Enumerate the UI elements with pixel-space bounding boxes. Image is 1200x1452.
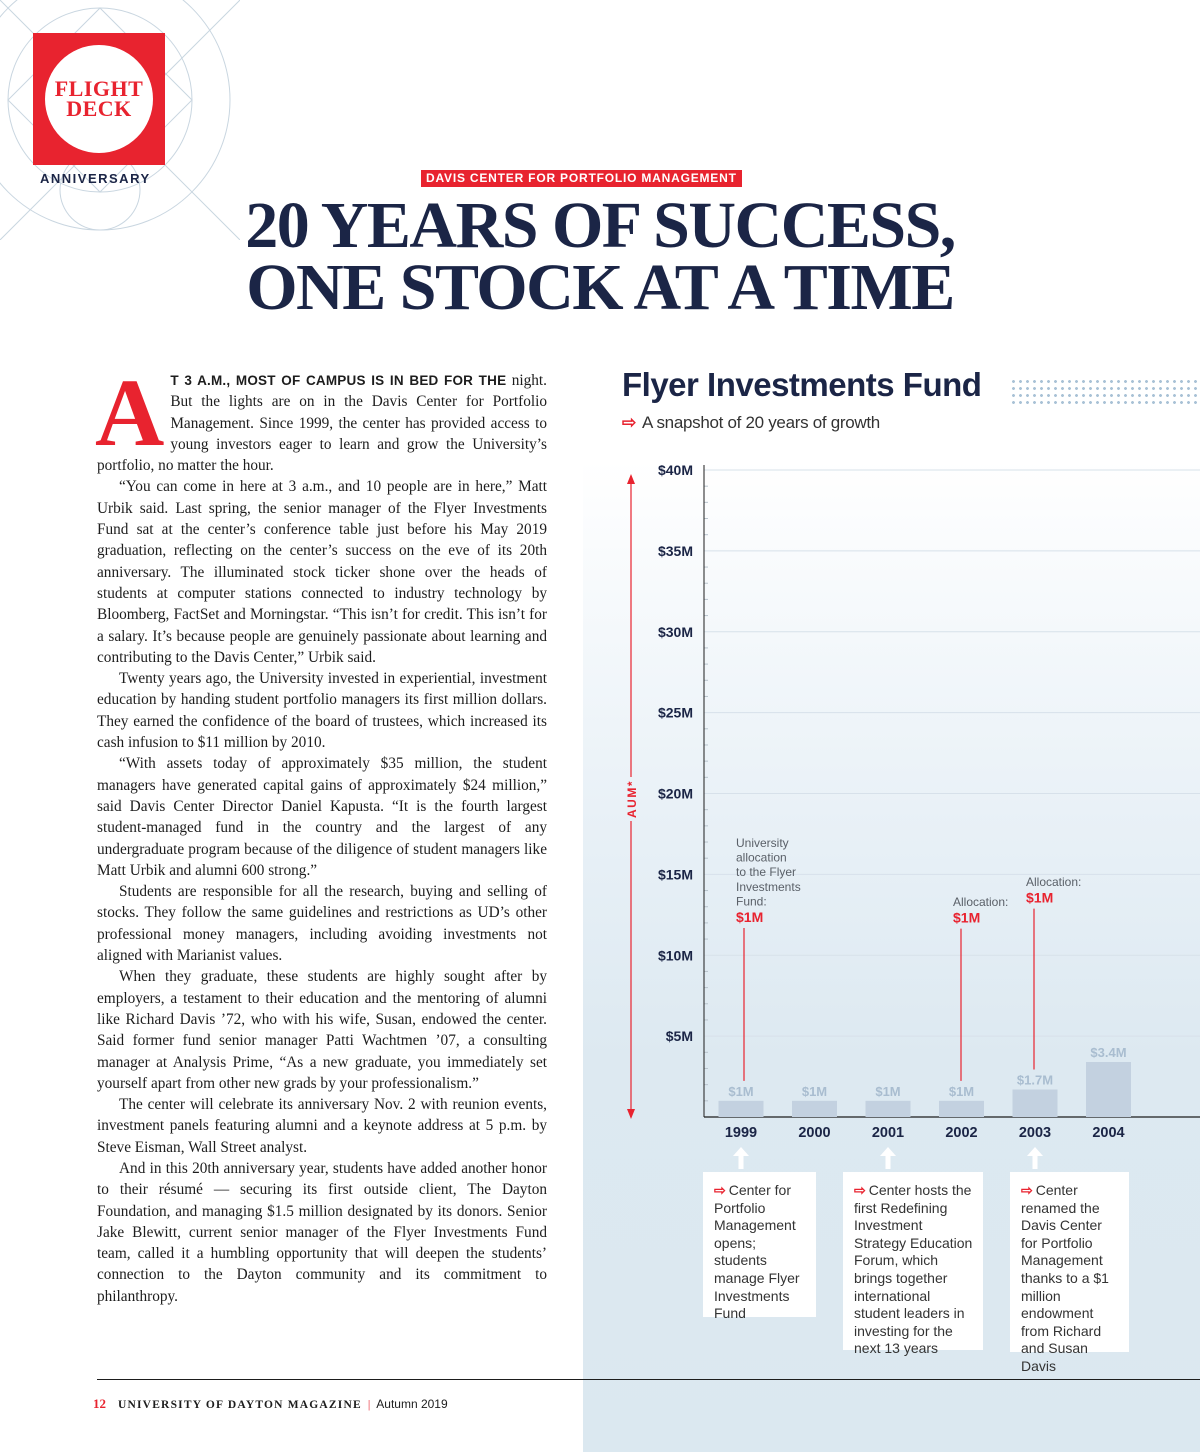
page-footer: [93, 1396, 448, 1412]
headline-line-2: ONE STOCK AT A TIME: [246, 251, 954, 324]
annotation-label: Allocation:: [953, 895, 1009, 909]
annotation-label: Allocation:: [1026, 875, 1082, 889]
section-tagline: ANNIVERSARY: [40, 171, 151, 186]
arrow-up-icon: [880, 1147, 896, 1156]
paragraph-1-text: night. But the lights are on in the Davis Center for Portfolio Management. Since 1999, the center has provided access to young investors eager to learn and grow the University’s portfolio, no matter the hour.: [97, 372, 547, 475]
x-tick-label: 2004: [1092, 1125, 1125, 1141]
bar: [792, 1101, 837, 1117]
article-paragraph-5: Students are responsible for all the research, buying and selling of stocks. They follow the same guidelines and restrictions as UD’s other professional money managers, including avoiding investments not aligned with Marianist values.: [97, 883, 547, 965]
headline-line-1: 20 YEARS OF SUCCESS,: [245, 189, 955, 262]
connector-stem: [739, 1155, 744, 1169]
article-paragraph-8: And in this 20th anniversary year, students have added another honor to their résumé — securing its first outside client, The Dayton Foundation, and managing $1.5 million designated by its donors. Senior Jake Blewitt, current senior manager of the Flyer Investments Fund team, called it a humbling opportunity that will deepen the students’ connection to the Dayton community and its commitment to philanthropy.: [97, 1159, 547, 1305]
bar: [719, 1101, 764, 1117]
kicker-label: DAVIS CENTER FOR PORTFOLIO MANAGEMENT: [421, 170, 742, 187]
article-paragraph-7: The center will celebrate its anniversary Nov. 2 with reunion events, investment panels featuring alumni and a keynote address at 5 p.m. by Steve Eisman, Wall Street analyst.: [97, 1096, 547, 1156]
annotation-label: allocation: [736, 850, 787, 865]
dot-pattern: [1010, 378, 1200, 404]
arrow-right-icon: ⇨: [622, 413, 636, 432]
y-tick-label: $10M: [657, 947, 693, 964]
aum-bar-chart: [583, 455, 1200, 1175]
bar-value-label: $1M: [875, 1083, 901, 1099]
bar-value-label: $1.7M: [1016, 1072, 1054, 1088]
headline: [150, 189, 1050, 324]
bar: [1013, 1090, 1058, 1117]
annotation-label: to the Flyer: [736, 865, 797, 880]
milestone-card-2003: [1010, 1172, 1129, 1374]
arrow-right-icon: ⇨: [854, 1182, 866, 1198]
magazine-name: UNIVERSITY OF DAYTON MAGAZINE: [118, 1399, 362, 1411]
bar-value-label: $1M: [728, 1083, 754, 1099]
arrow-up-icon: [1027, 1147, 1043, 1156]
footer-separator: |: [367, 1397, 371, 1411]
x-tick-label: 2002: [945, 1125, 978, 1141]
annotation-value: $1M: [736, 909, 764, 925]
bar-value-label: $1M: [948, 1083, 975, 1099]
page-number: 12: [93, 1396, 106, 1411]
milestone-card-2001: [843, 1172, 983, 1357]
y-tick-label: $25M: [657, 704, 693, 721]
milestone-text: Center for Portfolio Management opens; students manage Flyer Investments Fund: [714, 1182, 800, 1322]
article-paragraph-4: “With assets today of approximately $35 million, the student managers have generated capital gains of approximately $24 million,” said Davis Center Director Daniel Kapusta. “It is the fourth largest student-managed fund in the country and the largest of any undergraduate program because of the diligence of student managers like Matt Urbik and alumni 600 strong.”: [97, 755, 547, 879]
subtitle-text: A snapshot of 20 years of growth: [641, 413, 880, 432]
annotation-label: Fund:: [736, 894, 767, 909]
x-tick-label: 2003: [1018, 1125, 1052, 1141]
bar-value-label: $3.4M: [1090, 1045, 1127, 1061]
bar: [866, 1101, 911, 1117]
milestone-text: Center hosts the first Redefining Investment Strategy Education Forum, which brings together international student leaders in investing for the next 13 years: [854, 1182, 973, 1357]
bar-value-label: $1M: [801, 1083, 828, 1099]
logo-word-deck: DECK: [66, 96, 132, 121]
milestone-text: Center renamed the Davis Center for Portfolio Management thanks to a $1 million endowment from Richard and Susan Davis: [1021, 1182, 1109, 1374]
y-tick-label: $35M: [657, 542, 693, 559]
article-paragraph-6: When they graduate, these students are highly sought after by employers, a testament to their education and the mentoring of alumni like Richard Davis ’72, who with his wife, Susan, endowed the center. Said former fund senior manager Patti Wachtmen ’07, a consulting manager at Analysis Prime, “As a new graduate, you immediately set yourself apart from other new grads by your professionalism.”: [97, 968, 547, 1092]
arrow-down-icon: [627, 1109, 635, 1119]
milestone-card-1999: [703, 1172, 816, 1322]
infographic-title: Flyer Investments Fund: [622, 366, 982, 403]
arrow-up-icon: [627, 474, 635, 484]
connector-stem: [1033, 1155, 1038, 1169]
bar: [939, 1101, 984, 1117]
infographic-subtitle: [622, 413, 880, 433]
y-tick-label: $20M: [657, 785, 693, 802]
connector-stem: [886, 1155, 891, 1169]
arrow-right-icon: ⇨: [1021, 1182, 1033, 1198]
y-tick-label: $40M: [657, 462, 693, 478]
x-tick-label: 2001: [871, 1125, 905, 1141]
logo-circle: [45, 45, 153, 153]
x-tick-label: 1999: [724, 1125, 758, 1141]
annotation-value: $1M: [953, 909, 981, 926]
x-tick-label: 2000: [798, 1125, 831, 1141]
flight-deck-logo: [33, 33, 165, 165]
y-axis-label: AUM*: [625, 780, 639, 818]
bar: [1086, 1062, 1131, 1117]
issue-season: Autumn 2019: [376, 1397, 448, 1411]
arrow-right-icon: ⇨: [714, 1182, 726, 1198]
arrow-up-icon: [733, 1147, 749, 1156]
annotation-value: $1M: [1026, 889, 1054, 906]
article-paragraph-2: “You can come in here at 3 a.m., and 10 people are in here,” Matt Urbik said. Last spring, the senior manager of the Flyer Investments Fund sat at the center’s conference table just before his May 2019 graduation, reflecting on the center’s success on the eve of its 20th anniversary. The illuminated stock ticker shone over the heads of students at computer stations connected to industry technology by Bloomberg, FactSet and Morningstar. “This isn’t for credit. This isn’t for a salary. It’s because people are genuinely passionate about learning and contributing to the Davis Center,” Urbik said.: [97, 478, 547, 666]
article-body: [95, 359, 547, 1307]
annotation-label: Investments: [736, 879, 801, 894]
y-tick-label: $15M: [657, 866, 693, 883]
lead-in: T 3 A.M., MOST OF CAMPUS IS IN BED FOR THE: [170, 373, 507, 388]
annotation-label: University: [736, 836, 789, 850]
y-tick-label: $5M: [665, 1028, 693, 1045]
drop-cap: A: [95, 359, 165, 466]
article-paragraph-1: [95, 359, 547, 476]
article-paragraph-3: Twenty years ago, the University invested in experiential, investment education by handing student portfolio managers its first million dollars. They earned the confidence of the board of trustees, which increased its cash infusion to $11 million by 2010.: [97, 670, 547, 752]
footer-rule: [97, 1379, 1200, 1380]
y-tick-label: $30M: [657, 623, 693, 640]
logo-word-flight: FLIGHT: [54, 76, 144, 101]
